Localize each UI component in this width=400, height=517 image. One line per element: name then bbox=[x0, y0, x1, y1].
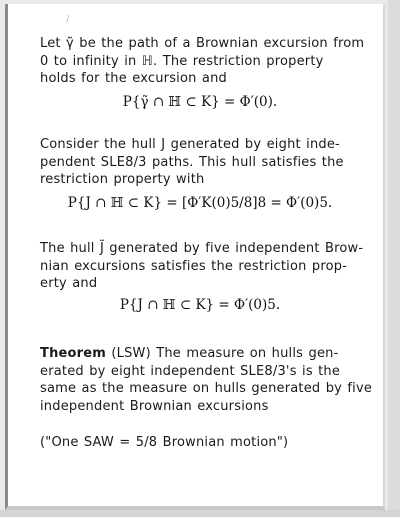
text-line: independent Brownian excursions bbox=[40, 398, 269, 414]
equation-excursion-restriction: P{γ̃ ∩ ℍ ⊂ K} = Φ′(0). bbox=[122, 94, 278, 110]
quote-one-saw bbox=[40, 434, 360, 452]
text-line: Consider the hull J generated by eight inde- bbox=[40, 137, 340, 152]
scan-shadow-bottom bbox=[0, 510, 400, 517]
paragraph-five-excursions bbox=[40, 240, 364, 293]
text-line: The hull J̃ generated by five independent Brow- bbox=[40, 241, 364, 256]
theorem-label: Theorem bbox=[40, 346, 107, 361]
paragraph-sle-hull bbox=[40, 136, 360, 189]
theorem-text: (LSW) The measure on hulls gen- bbox=[111, 346, 339, 361]
equation-sle-restriction: P{J ∩ ℍ ⊂ K} = [Φ′K(0)5/8]8 = Φ′(0)5. bbox=[67, 195, 333, 211]
text-line: erty and bbox=[40, 276, 98, 291]
scan-mark: / bbox=[66, 14, 70, 25]
scan-shadow-right bbox=[388, 0, 400, 517]
text-line: Let γ̃ be the path of a Brownian excursion from bbox=[40, 36, 365, 51]
equation-five-excursions: P{J ∩ ℍ ⊂ K} = Φ′(0)5. bbox=[119, 297, 281, 313]
text-line: holds for the excursion and bbox=[40, 71, 227, 86]
text-line: same as the measure on hulls generated by five bbox=[40, 381, 373, 396]
text-line: restriction property with bbox=[40, 172, 205, 187]
text-line: 0 to infinity in ℍ. The restriction property bbox=[40, 53, 324, 69]
text-line: pendent SLE8/3 paths. This hull satisfies the bbox=[40, 154, 344, 170]
paragraph-brownian-excursion bbox=[40, 35, 365, 88]
text-line: nian excursions satisfies the restriction prop- bbox=[40, 258, 348, 274]
text-line: erated by eight independent SLE8/3's is the bbox=[40, 363, 341, 379]
theorem-lsw bbox=[40, 345, 373, 415]
text-line bbox=[40, 345, 360, 363]
text-line: ("One SAW = 5/8 Brownian motion") bbox=[40, 435, 289, 450]
